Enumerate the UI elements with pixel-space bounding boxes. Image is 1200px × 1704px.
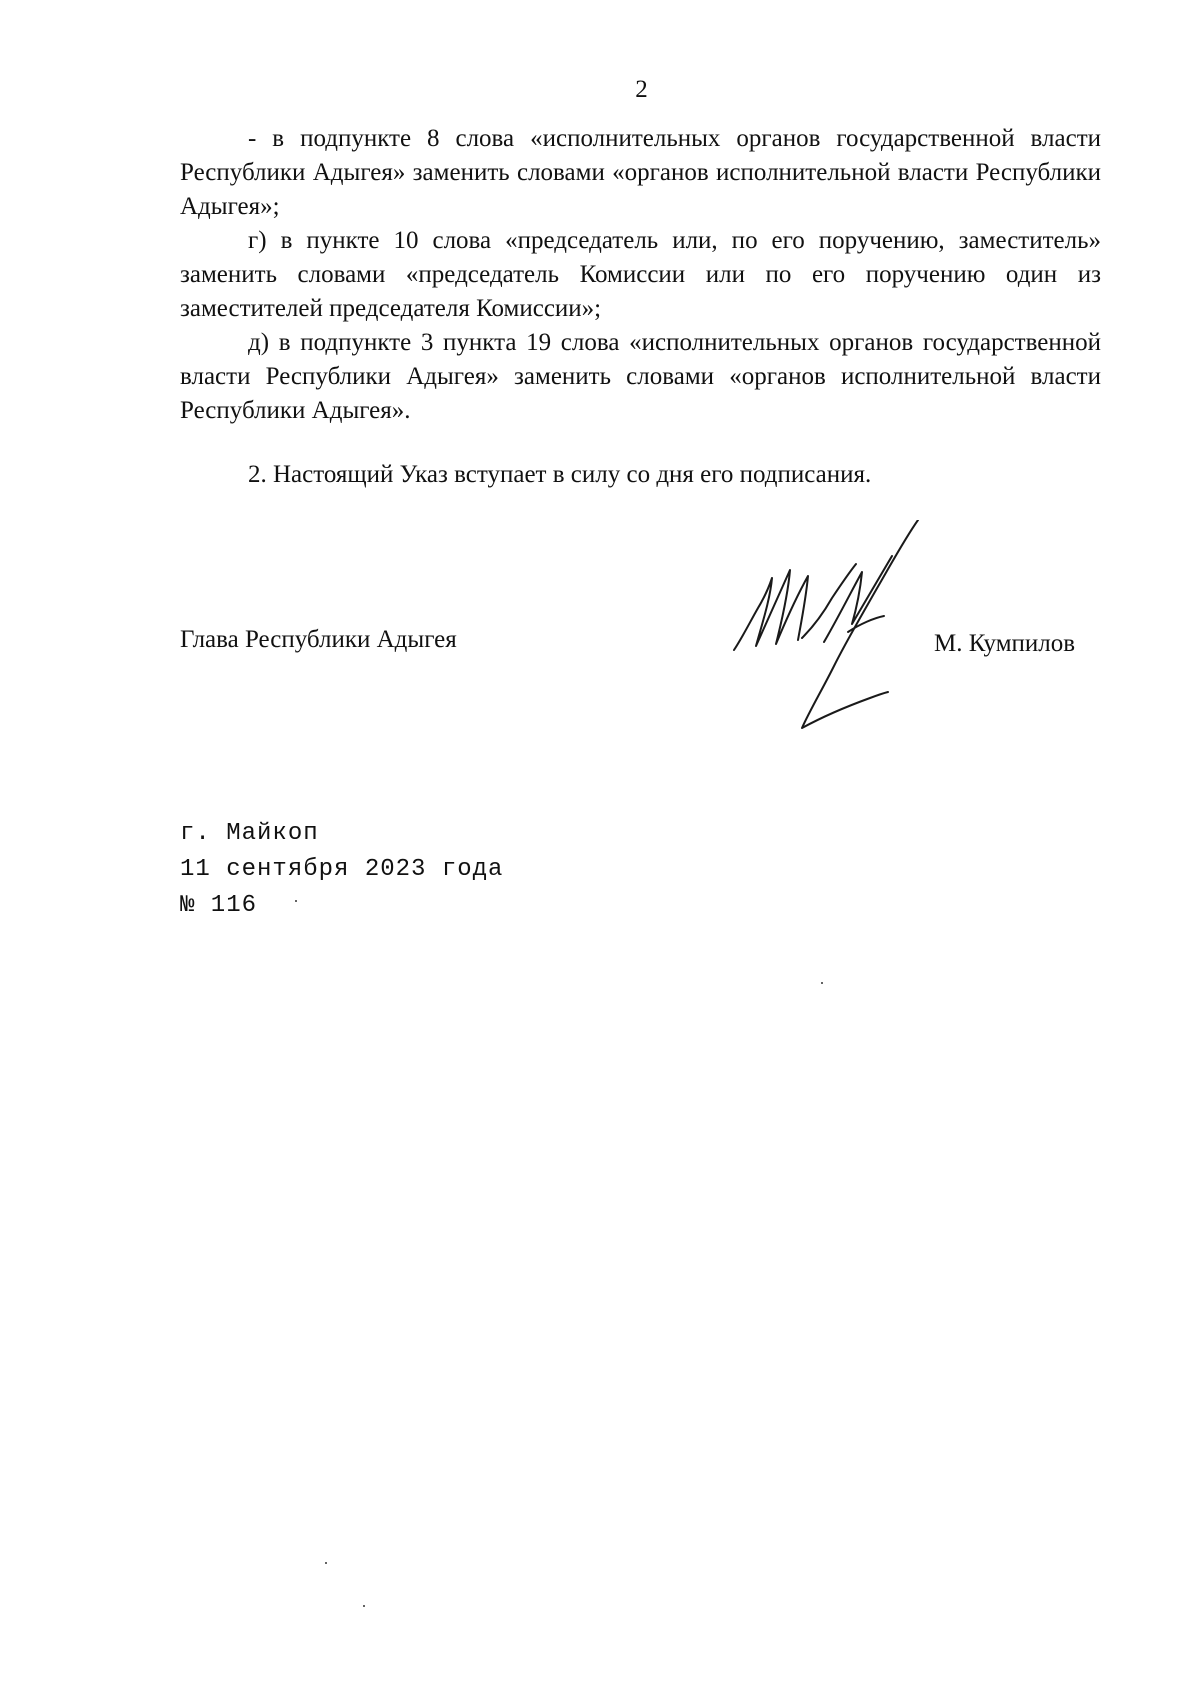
- scan-speck: [821, 982, 823, 984]
- scan-speck: [325, 1562, 327, 1564]
- paragraph-subpoint-8: - в подпункте 8 слова «исполнительных органов государственной власти Республики Адыгея» заменить словами «органов исполнительной власти Республики Адыгея»;: [180, 125, 1101, 220]
- signer-name: М. Кумпилов: [934, 630, 1076, 657]
- page-number: 2: [635, 76, 648, 103]
- handwritten-signature: [728, 520, 958, 750]
- paragraph-point-10: г) в пункте 10 слова «председатель или, по его поручению, заместитель» заменить словами «председатель Комиссии или по его поручению один из заместителей председателя Комиссии»;: [180, 227, 1101, 322]
- decree-number: № 116: [180, 892, 258, 919]
- final-clause: 2. Настоящий Указ вступает в силу со дня его подписания.: [248, 461, 872, 488]
- final-clause-block: [180, 458, 1101, 492]
- issue-date: 11 сентября 2023 года: [180, 856, 504, 883]
- paragraph-point-19: д) в подпункте 3 пункта 19 слова «исполнительных органов государственной власти Республики Адыгея» заменить словами «органов исполнительной власти Республики Адыгея».: [180, 329, 1101, 424]
- scan-speck: [295, 900, 297, 902]
- issue-city: г. Майкоп: [180, 820, 319, 847]
- signer-position: Глава Республики Адыгея: [180, 626, 457, 653]
- scan-speck: [363, 1605, 365, 1607]
- amendments-text: [180, 122, 1101, 428]
